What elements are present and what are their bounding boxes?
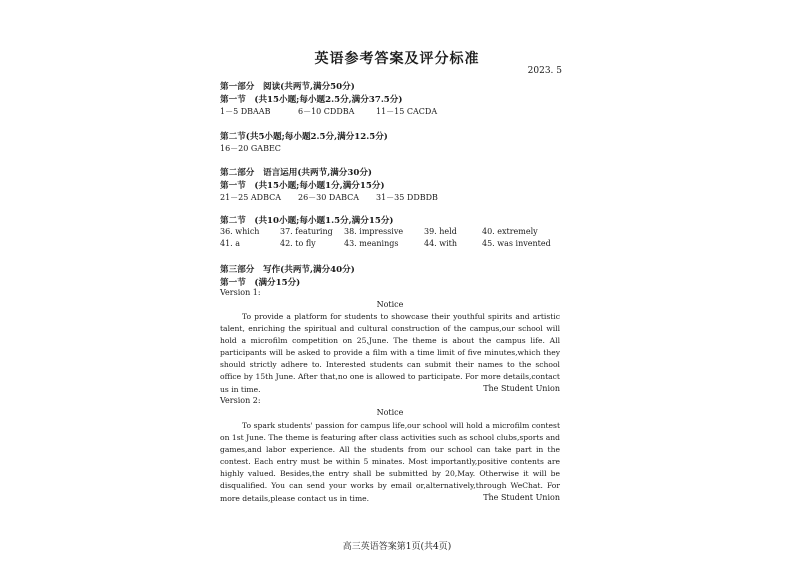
blank-answer: 40. extremely xyxy=(482,227,538,236)
part3-section1-heading: 第一节 (满分15分) xyxy=(220,278,301,288)
blank-answer: 37. featuring xyxy=(280,227,333,236)
blank-answer: 42. to fly xyxy=(280,239,316,248)
blank-answer: 38. impressive xyxy=(344,227,404,236)
answer-group: 6－10 CDDBA xyxy=(298,107,355,116)
version1-label: Version 1: xyxy=(220,288,261,297)
blank-answer: 41. a xyxy=(220,239,241,248)
answer-group: 11－15 CACDA xyxy=(376,107,438,116)
date: 2023. 5 xyxy=(527,66,562,76)
part2-heading: 第二部分 语言运用(共两节,满分30分) xyxy=(220,168,372,178)
version1-notice-title: Notice xyxy=(376,300,404,309)
part1-section2-heading: 第二节(共5小题;每小题2.5分,满分12.5分) xyxy=(220,132,388,142)
part1-heading: 第一部分 阅读(共两节,满分50分) xyxy=(220,82,355,92)
part2-section2-heading: 第二节 (共10小题;每小题1.5分,满分15分) xyxy=(220,216,394,226)
answer-group: 16－20 GABEC xyxy=(220,144,281,153)
page-title: 英语参考答案及评分标准 xyxy=(314,51,480,67)
part1-section1-heading: 第一节 (共15小题;每小题2.5分,满分37.5分) xyxy=(220,95,403,105)
blank-answer: 45. was invented xyxy=(482,239,551,248)
blank-answer: 39. held xyxy=(424,227,457,236)
blank-answer: 43. meanings xyxy=(344,239,399,248)
page-footer: 高三英语答案第1页(共4页) xyxy=(342,542,452,552)
part3-heading: 第三部分 写作(共两节,满分40分) xyxy=(220,265,355,275)
answer-group: 21－25 ADBCA xyxy=(220,193,282,202)
blank-answer: 44. with xyxy=(424,239,458,248)
version1-signature: The Student Union xyxy=(483,384,560,393)
version2-signature: The Student Union xyxy=(483,493,560,502)
answer-group: 1－5 DBAAB xyxy=(220,107,271,116)
blank-answer: 36. which xyxy=(220,227,260,236)
version1-notice-body: To provide a platform for students to showcase their youthful spirits and artistic talent, enriching the spiritual and cultural construction of the campus,our school will hold a microfilm competition on 25,June. The theme is about the campus life. All participants will be asked to provide a film with a time limit of five minutes,which they should strictly adhere to. Interested students can submit their names to the school office by 15th June. After that,no one is allowed to participate. For more details,contact us in time. xyxy=(220,312,560,394)
part2-section1-heading: 第一节 (共15小题;每小题1分,满分15分) xyxy=(220,181,385,191)
version2-label: Version 2: xyxy=(220,396,261,405)
answer-group: 26－30 DABCA xyxy=(298,193,360,202)
answer-group: 31－35 DDBDB xyxy=(376,193,438,202)
version2-notice-body: To spark students' passion for campus life,our school will hold a microfilm contest on 1st June. The theme is featuring after class activities such as school clubs,sports and games,and labor experience. All the students from our school can take part in the contest. Each entry must be within 5 minates. Most importantly,positive contents are highly valued. Besides,the entry shall be submitted by 20,May. Otherwise it will be disqualified. You can send your works by email or,alternatively,through WeChat. For more details,please contact us in time. xyxy=(220,421,560,503)
version2-notice-title: Notice xyxy=(376,408,404,417)
